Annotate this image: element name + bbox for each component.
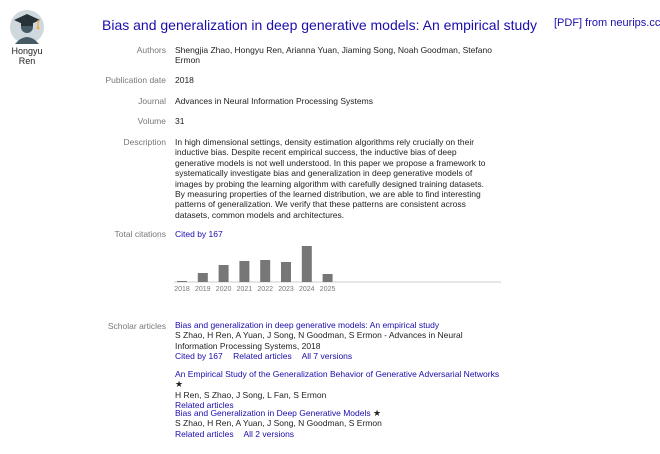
description-label: Description [123,137,166,147]
citation-bar-2024[interactable] [302,246,312,282]
star-icon: ★ [373,408,382,418]
all-versions-link[interactable]: All 7 versions [301,351,353,362]
year-tick-label: 2025 [319,286,336,293]
volume-label: Volume [137,116,166,126]
citation-bar-2020[interactable] [219,265,229,282]
paper-title-link[interactable]: Bias and generalization in deep generative models: An empirical study [102,17,538,33]
authors-label: Authors [136,45,166,55]
profile-name[interactable]: Hongyu Ren [11,46,43,66]
related-articles-link[interactable]: Related articles [175,400,234,411]
article-title-link[interactable]: Bias and generalization in deep generative models: An empirical study [175,320,440,330]
authors-value: Shengjia Zhao, Hongyu Ren, Arianna Yuan, Jiaming Song, Noah Goodman, Stefano Ermon [175,45,492,66]
pdf-link[interactable]: [PDF] from neurips.cc [554,17,660,29]
article-meta: H Ren, S Zhao, J Song, L Fan, S Ermon [175,389,327,400]
scholar-article [175,369,505,411]
avatar[interactable] [10,10,44,44]
year-tick-label: 2019 [195,286,211,293]
graduate-avatar-icon [10,10,44,44]
article-title-link[interactable]: Bias and Generalization in Deep Generative Models [175,408,371,418]
citation-bar-2025[interactable] [323,274,333,282]
related-articles-link[interactable]: Related articles [233,351,292,362]
description-value: In high dimensional settings, density estimation algorithms rely crucially on their inductive bias. Despite recent empirical success, the inductive bias of deep generative models is not well understood. In this paper we propose a framework to systematically investigate bias and generalization in deep generative models of images by probing the learning algorithm with carefully designed training datasets. By measuring properties of the learned distribution, we are able to find interesting patterns of generalization. We verify that these patterns are consistent across datasets, common models and architectures. [175,137,486,220]
citations-label: Total citations [114,229,166,239]
related-articles-link[interactable]: Related articles [175,428,234,439]
cited-by-link[interactable]: Cited by 167 [175,351,223,362]
scholar-article [175,408,505,439]
year-tick-label: 2020 [215,286,232,293]
date-value: 2018 [175,75,194,85]
all-versions-link[interactable]: All 2 versions [243,428,295,439]
journal-value: Advances in Neural Information Processing Systems [175,96,373,106]
citation-bar-2021[interactable] [239,261,249,282]
scholar-article [175,320,505,362]
article-title-link[interactable]: An Empirical Study of the Generalization Behavior of Generative Adversarial Networks [175,369,500,379]
year-tick-label: 2024 [299,286,315,293]
date-label: Publication date [105,75,166,85]
volume-value: 31 [175,116,185,126]
citation-bar-2018[interactable] [177,281,187,282]
citations-chart [174,243,501,295]
year-tick-label: 2021 [236,286,253,293]
scholar-label: Scholar articles [107,321,166,331]
journal-label: Journal [138,96,166,106]
year-tick-label: 2022 [257,286,273,293]
citation-bar-2019[interactable] [198,273,208,282]
year-tick-label: 2018 [174,286,190,293]
citation-bar-2022[interactable] [260,260,270,282]
citation-bar-2023[interactable] [281,262,291,282]
year-tick-label: 2023 [278,286,294,293]
cited-by-link[interactable]: Cited by 167 [175,229,223,239]
article-meta: S Zhao, H Ren, A Yuan, J Song, N Goodman, S Ermon - Advances in Neural Information Processing Systems, 2018 [175,330,463,351]
star-icon: ★ [175,379,184,390]
article-meta: S Zhao, H Ren, A Yuan, J Song, N Goodman, S Ermon [175,418,382,429]
